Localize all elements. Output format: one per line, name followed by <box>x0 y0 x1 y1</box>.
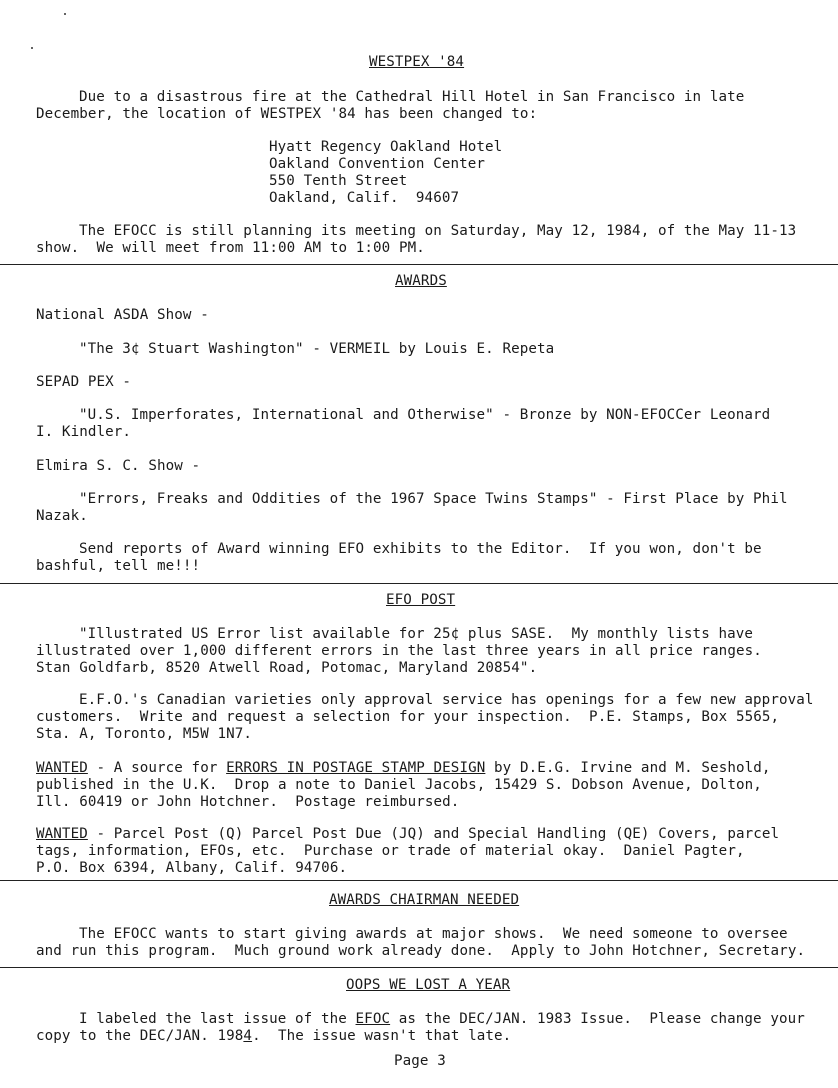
oops-text: . The issue wasn't that late. <box>252 1028 512 1044</box>
efoc-ref: EFOC <box>355 1011 391 1027</box>
awards-title: AWARDS <box>395 273 447 289</box>
westpex-meeting-line2: show. We will meet from 11:00 AM to 1:00 PM. <box>36 240 425 256</box>
section-divider <box>0 264 838 265</box>
ad3-text: by D.E.G. Irvine and M. Seshold, <box>485 760 771 776</box>
section-divider <box>0 880 838 881</box>
efo-post-title: EFO POST <box>386 592 456 608</box>
ad4-text: - Parcel Post (Q) Parcel Post Due (JQ) and Special Handling (QE) Covers, parcel <box>87 826 780 842</box>
efo-post-ad4-line2: tags, information, EFOs, etc. Purchase or trade of material okay. Daniel Pagter, <box>36 843 745 859</box>
awards-show3-entry-line2: Nazak. <box>36 508 88 524</box>
awards-show3-entry-line1: "Errors, Freaks and Oddities of the 1967 Space Twins Stamps" - First Place by Phil <box>79 491 788 507</box>
oops-line1 <box>79 1011 805 1028</box>
oops-text: as the DEC/JAN. 1983 Issue. Please change your <box>390 1011 805 1027</box>
efo-post-ad4-line1 <box>36 826 779 843</box>
oops-line2 <box>36 1028 511 1045</box>
awards-show2-entry-line1: "U.S. Imperforates, International and Otherwise" - Bronze by NON-EFOCCer Leonard <box>79 407 771 423</box>
efo-post-ad3-line3: Ill. 60419 or John Hotchner. Postage reimbursed. <box>36 794 460 810</box>
address-line3: 550 Tenth Street <box>269 173 408 189</box>
awards-show1-entry: "The 3¢ Stuart Washington" - VERMEIL by Louis E. Repeta <box>79 341 555 357</box>
address-line2: Oakland Convention Center <box>269 156 486 172</box>
efo-post-ad3-line2: published in the U.K. Drop a note to Daniel Jacobs, 15429 S. Dobson Avenue, Dolton, <box>36 777 762 793</box>
speck-mark <box>31 47 33 49</box>
book-title: ERRORS IN POSTAGE STAMP DESIGN <box>226 760 486 776</box>
efo-post-ad2-line3: Sta. A, Toronto, M5W 1N7. <box>36 726 253 742</box>
awards-show1: National ASDA Show - <box>36 307 209 323</box>
address-line4: Oakland, Calif. 94607 <box>269 190 460 206</box>
westpex-intro-line1: Due to a disastrous fire at the Cathedral Hill Hotel in San Francisco in late <box>79 89 745 105</box>
efo-post-ad1-line1: "Illustrated US Error list available for 25¢ plus SASE. My monthly lists have <box>79 626 754 642</box>
section-divider <box>0 967 838 968</box>
wanted-label: WANTED <box>36 826 88 842</box>
ad3-text: - A source for <box>87 760 227 776</box>
address-line1: Hyatt Regency Oakland Hotel <box>269 139 503 155</box>
chairman-body-line2: and run this program. Much ground work already done. Apply to John Hotchner, Secretary. <box>36 943 806 959</box>
wanted-label: WANTED <box>36 760 88 776</box>
chairman-body-line1: The EFOCC wants to start giving awards at major shows. We need someone to oversee <box>79 926 788 942</box>
chairman-title: AWARDS CHAIRMAN NEEDED <box>329 892 520 908</box>
awards-closing-line2: bashful, tell me!!! <box>36 558 201 574</box>
awards-closing-line1: Send reports of Award winning EFO exhibits to the Editor. If you won, don't be <box>79 541 762 557</box>
efo-post-ad1-line2: illustrated over 1,000 different errors in the last three years in all price ranges. <box>36 643 762 659</box>
oops-title: OOPS WE LOST A YEAR <box>346 977 511 993</box>
westpex-meeting-line1: The EFOCC is still planning its meeting on Saturday, May 12, 1984, of the May 11-13 <box>79 223 797 239</box>
efo-post-ad4-line3: P.O. Box 6394, Albany, Calif. 94706. <box>36 860 348 876</box>
page-number: Page 3 <box>394 1053 446 1069</box>
oops-text: I labeled the last issue of the <box>79 1011 356 1027</box>
corrected-digit: 4 <box>243 1028 253 1044</box>
awards-show2: SEPAD PEX - <box>36 374 132 390</box>
efo-post-ad1-line3: Stan Goldfarb, 8520 Atwell Road, Potomac, Maryland 20854". <box>36 660 538 676</box>
westpex-title: WESTPEX '84 <box>369 54 465 70</box>
awards-show3: Elmira S. C. Show - <box>36 458 201 474</box>
efo-post-ad2-line1: E.F.O.'s Canadian varieties only approval service has openings for a few new approval <box>79 692 814 708</box>
section-divider <box>0 583 838 584</box>
speck-mark <box>64 13 66 15</box>
efo-post-ad3-line1 <box>36 760 771 777</box>
awards-show2-entry-line2: I. Kindler. <box>36 424 132 440</box>
oops-text: copy to the DEC/JAN. 198 <box>36 1028 244 1044</box>
westpex-intro-line2: December, the location of WESTPEX '84 has been changed to: <box>36 106 538 122</box>
efo-post-ad2-line2: customers. Write and request a selection for your inspection. P.E. Stamps, Box 5565, <box>36 709 780 725</box>
